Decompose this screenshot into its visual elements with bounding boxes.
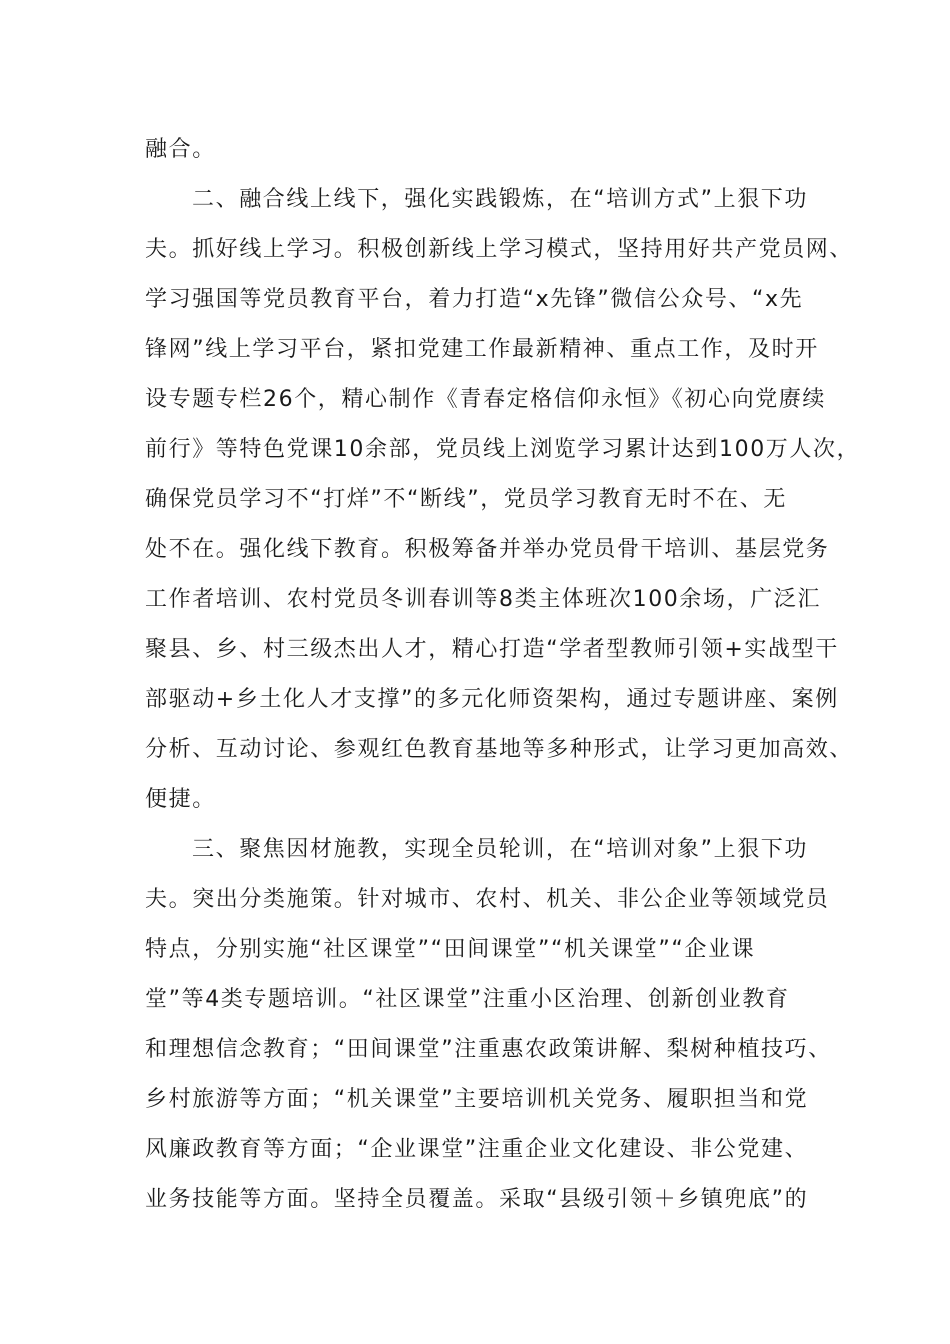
text-line: 业务技能等方面。坚持全员覆盖。采取“县级引领＋乡镇兜底”的 — [145, 1187, 809, 1212]
text-line: 学习强国等党员教育平台，着力打造“x先锋”微信公众号、“x先 — [145, 287, 804, 312]
text-line: 风廉政教育等方面；“企业课堂”注重企业文化建设、非公党建、 — [145, 1137, 809, 1162]
text-line: 锋网”线上学习平台，紧扣党建工作最新精神、重点工作，及时开 — [145, 337, 819, 362]
paragraph-heading-2: 二、融合线上线下，强化实践锻炼，在“培训方式”上狠下功 — [192, 187, 808, 212]
text-line: 堂”等4类专题培训。“社区课堂”注重小区治理、创新创业教育 — [145, 987, 790, 1012]
text-line: 夫。突出分类施策。针对城市、农村、机关、非公企业等领域党员 — [145, 887, 830, 912]
text-line: 确保党员学习不“打烊”不“断线”，党员学习教育无时不在、无 — [145, 487, 787, 512]
text-line: 聚县、乡、村三级杰出人才，精心打造“学者型教师引领+实战型干 — [145, 637, 839, 662]
text-line: 乡村旅游等方面；“机关课堂”主要培训机关党务、履职担当和党 — [145, 1087, 809, 1112]
text-line: 融合。 — [145, 137, 216, 162]
text-line: 处不在。强化线下教育。积极筹备并举办党员骨干培训、基层党务 — [145, 537, 830, 562]
text-line: 和理想信念教育；“田间课堂”注重惠农政策讲解、梨树种植技巧、 — [145, 1037, 832, 1062]
text-line: 前行》等特色党课10余部，党员线上浏览学习累计达到100万人次， — [145, 437, 861, 462]
paragraph-heading-3: 三、聚焦因材施教，实现全员轮训，在“培训对象”上狠下功 — [192, 837, 808, 862]
text-line: 夫。抓好线上学习。积极创新线上学习模式，坚持用好共产党员网、 — [145, 237, 854, 262]
text-line: 便捷。 — [145, 787, 216, 812]
text-line: 设专题专栏26个，精心制作《青春定格信仰永恒》《初心向党赓续 — [145, 387, 826, 412]
text-line: 部驱动+乡土化人才支撑”的多元化师资架构，通过专题讲座、案例 — [145, 687, 839, 712]
text-line: 分析、互动讨论、参观红色教育基地等多种形式，让学习更加高效、 — [145, 737, 854, 762]
text-line: 工作者培训、农村党员冬训春训等8类主体班次100余场，广泛汇 — [145, 587, 821, 612]
text-line: 特点，分别实施“社区课堂”“田间课堂”“机关课堂”“企业课 — [145, 937, 756, 962]
